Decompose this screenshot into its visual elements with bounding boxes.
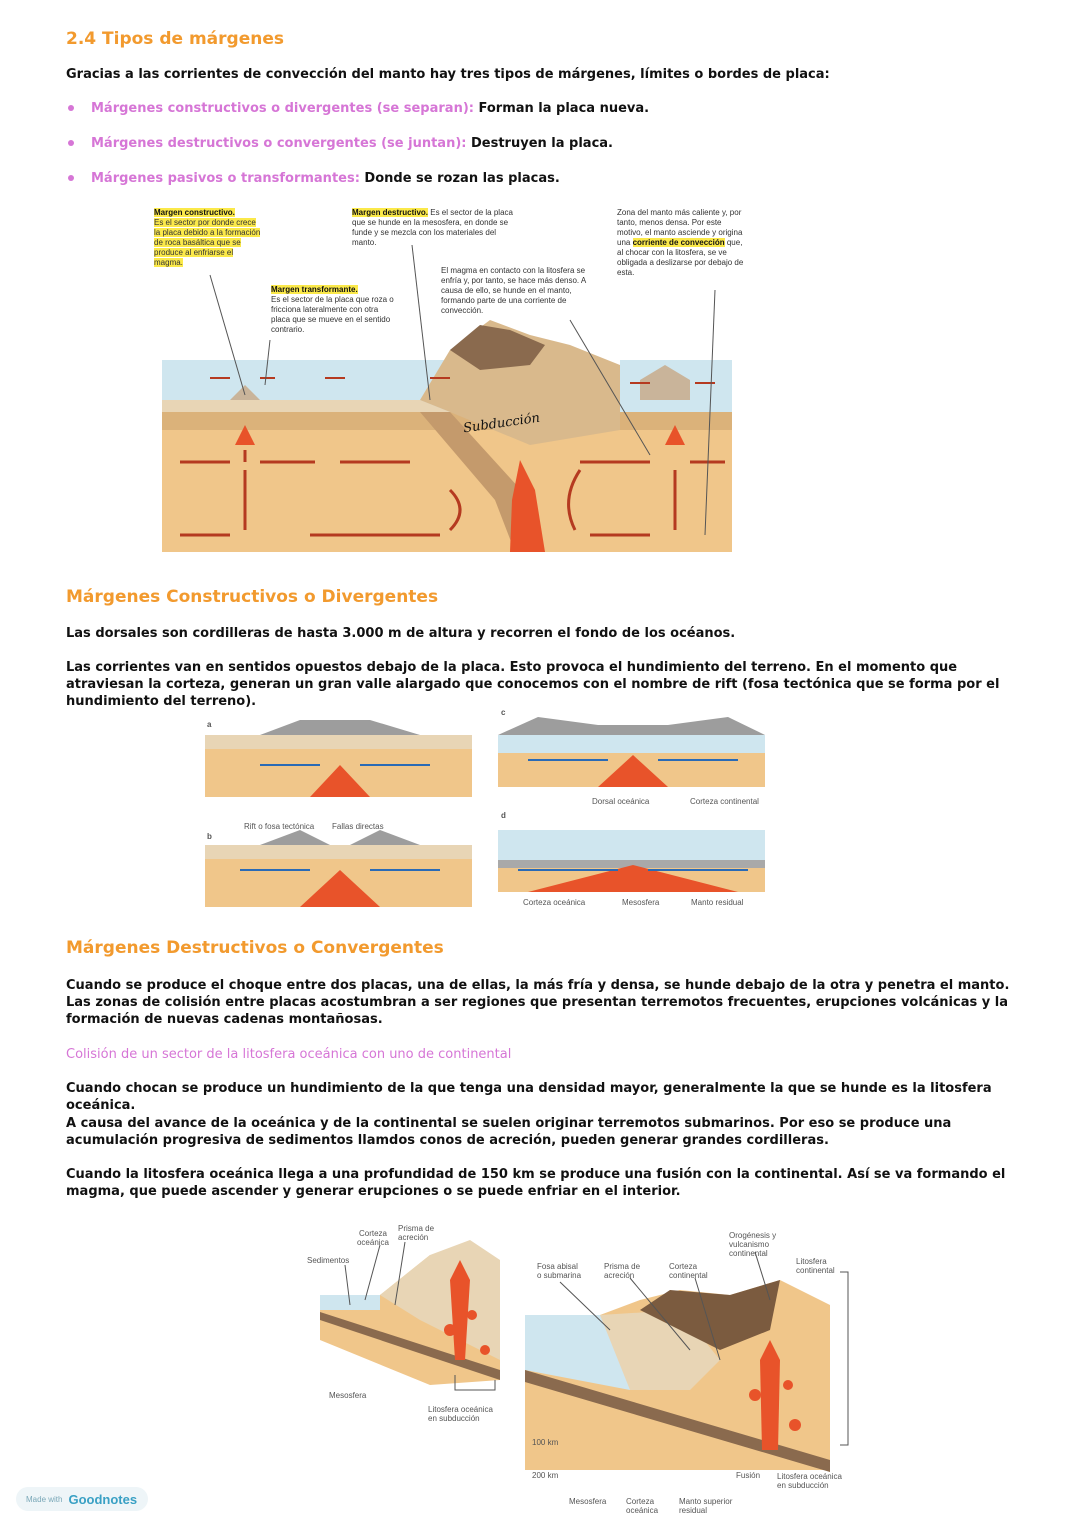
- label-manto-superior: Manto superior residual: [679, 1497, 733, 1515]
- label-orogenesis: Orogénesis y vulcanismo continental: [729, 1231, 777, 1258]
- goodnotes-badge[interactable]: Made with Goodnotes: [16, 1487, 148, 1511]
- label-prisma-right: Prisma de acreción: [604, 1262, 641, 1280]
- destructivos-p3: A causa del avance de la oceánica y de la continental se suelen originar terremotos submarinos. Por eso se produce una acumulación progresiva de sedimentos llamdos conos de acreción, pueden generar grandes cordilleras.: [66, 1116, 952, 1148]
- constructivos-p2: Las corrientes van en sentidos opuestos debajo de la placa. Esto provoca el hundimiento del terreno. En el momento que atraviesan la corteza, generan un gran valle alargado que conocemos con el nombre de rift (fosa tectónica que se forma por el hundimiento del terreno).: [66, 660, 1000, 709]
- stage-c-label: c: [501, 708, 506, 717]
- stage-b-label: b: [207, 832, 212, 841]
- destructivos-p2: Cuando chocan se produce un hundimiento de la que tenga una densidad mayor, generalmente la que se hunde es la litosfera oceánica.: [66, 1081, 992, 1113]
- label-corteza-continental-right: Corteza continental: [669, 1262, 708, 1280]
- destructivos-title: Márgenes Destructivos o Convergentes: [66, 938, 444, 958]
- label-prisma-left: Prisma de acreción: [398, 1224, 435, 1242]
- label-fallas: Fallas directas: [332, 822, 384, 831]
- intro-text: Gracias a las corrientes de convección del manto hay tres tipos de márgenes, límites o bordes de placa:: [66, 67, 830, 82]
- destructivos-p4: Cuando la litosfera oceánica llega a una profundidad de 150 km se produce una fusión con la continental. Así se va formando el magma, que puede ascender y generar erupciones o se puede enfriar en el interior.: [66, 1167, 1006, 1199]
- label-magma: El magma en contacto con la litosfera se enfría y, por tanto, se hace más denso. A causa de ello, se hunde en el manto, formando parte de una corriente de convección.: [441, 266, 586, 315]
- handwritten-subduccion: Subducción: [462, 410, 541, 437]
- label-fosa: Fosa abisal o submarina: [537, 1262, 582, 1280]
- label-dorsal: Dorsal oceánica: [592, 797, 650, 806]
- label-mesosfera-left: Mesosfera: [329, 1391, 367, 1400]
- label-mesosfera: Mesosfera: [622, 898, 660, 907]
- label-litosfera-sub-left: Litosfera oceánica en subducción: [428, 1405, 493, 1423]
- bullet-pasivos: Márgenes pasivos o transformantes: Donde se rozan las placas.: [91, 171, 560, 186]
- label-sedimentos: Sedimentos: [307, 1256, 350, 1265]
- label-corteza-oceanica: Corteza oceánica: [523, 898, 586, 907]
- label-margen-transformante: Margen transformante. Es el sector de la placa que roza o fricciona lateralmente con otra placa que se mueve en el sentido contrario.: [271, 285, 394, 334]
- stage-a-label: a: [207, 720, 212, 729]
- bullet-dot: [68, 140, 74, 146]
- section-title: 2.4 Tipos de márgenes: [66, 29, 284, 49]
- label-margen-destructivo: Margen destructivo. Es el sector de la placa que se hunde en la mesosfera, en donde se funde y se mezcla con los materiales del manto.: [352, 208, 513, 247]
- destructivos-p1: Cuando se produce el choque entre dos placas, una de ellas, la más fría y densa, se hunde debajo de la otra y penetra el manto. Las zonas de colisión entre placas acostumbran a ser regiones que presentan terremotos frecuentes, erupciones volcánicas y la formación de nuevas cadenas montañosas.: [66, 978, 1010, 1027]
- label-corteza-oceanica-left: Corteza oceánica: [356, 1229, 390, 1247]
- label-manto-residual: Manto residual: [691, 898, 744, 907]
- label-100km: 100 km: [532, 1438, 559, 1447]
- bullet-dot: [68, 175, 74, 181]
- label-corteza-oceanica-right: Corteza oceánica: [626, 1497, 659, 1515]
- label-200km: 200 km: [532, 1471, 559, 1480]
- bullet-dot: [68, 105, 74, 111]
- constructivos-title: Márgenes Constructivos o Divergentes: [66, 587, 439, 607]
- stage-d-label: d: [501, 811, 506, 820]
- label-fusion: Fusión: [736, 1471, 761, 1480]
- label-litosfera-continental: Litosfera continental: [796, 1257, 835, 1275]
- label-corteza-continental: Corteza continental: [690, 797, 759, 806]
- constructivos-p1: Las dorsales son cordilleras de hasta 3.000 m de altura y recorren el fondo de los océanos.: [66, 626, 736, 641]
- label-zona-manto: Zona del manto más caliente y, por tanto, menos densa. Por este motivo, el manto asciende y origina una corriente de convección que, al chocar con la litosfera, se ve obligada a deslizarse por debajo de esta.: [617, 208, 744, 277]
- label-rift: Rift o fosa tectónica: [244, 822, 315, 831]
- rift-stages-diagram: [200, 705, 780, 915]
- bullet-constructivos: Márgenes constructivos o divergentes (se separan): Forman la placa nueva.: [91, 101, 650, 116]
- label-margen-constructivo: Margen constructivo. Es el sector por donde crece la placa debido a la formación de roca basáltica que se produce al enfriarse el magma.: [154, 208, 261, 267]
- label-litosfera-sub-right: Litosfera oceánica en subducción: [777, 1472, 842, 1490]
- destructivos-subtitle: Colisión de un sector de la litosfera oceánica con uno de continental: [66, 1047, 512, 1062]
- label-mesosfera-right: Mesosfera: [569, 1497, 607, 1506]
- bullet-destructivos: Márgenes destructivos o convergentes (se juntan): Destruyen la placa.: [91, 136, 613, 151]
